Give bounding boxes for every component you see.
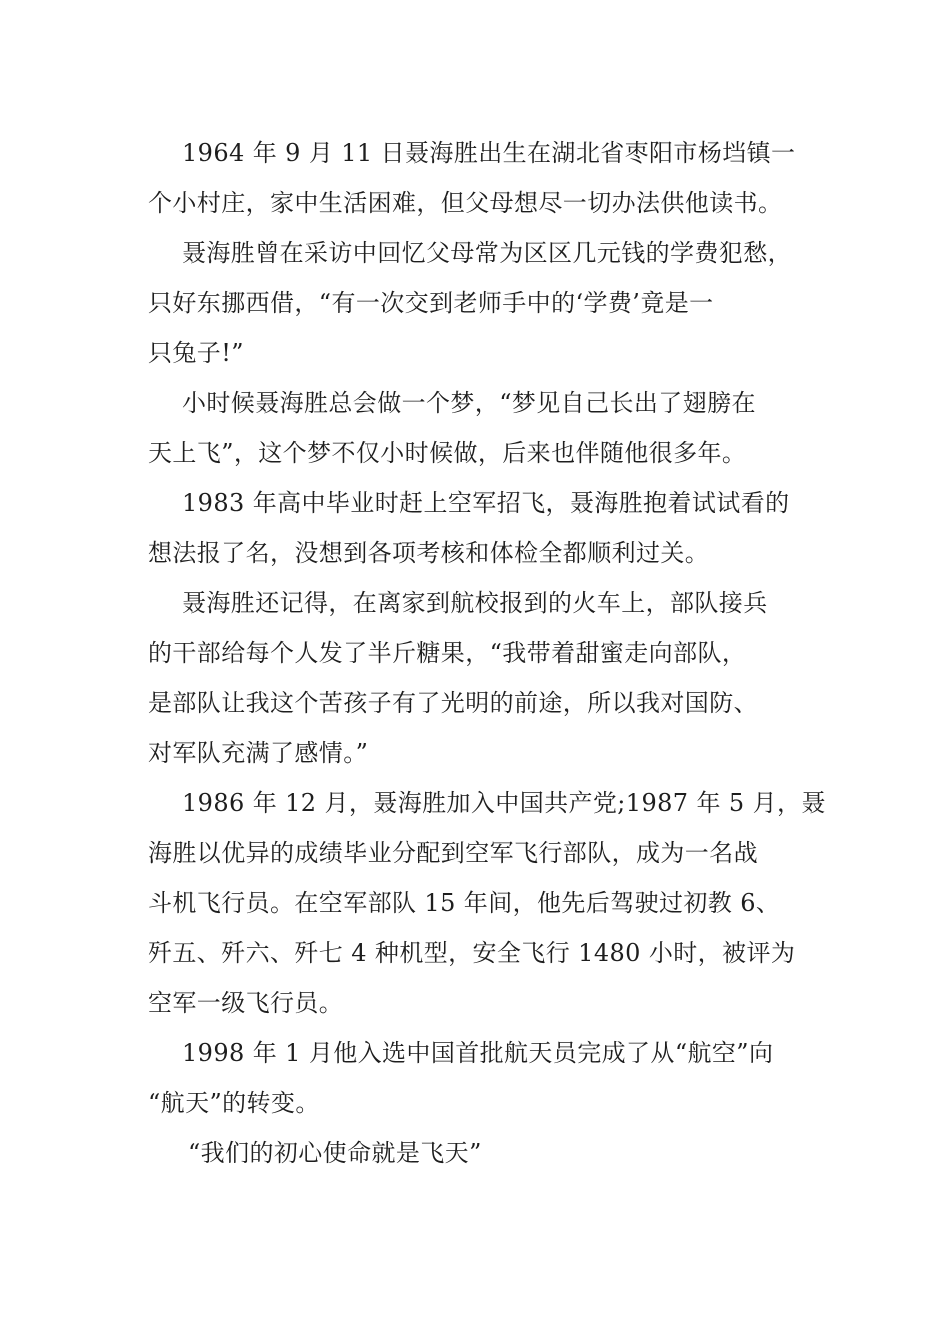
paragraph-3-line-2: 天上飞”，这个梦不仅小时候做，后来也伴随他很多年。 [148,439,747,467]
paragraph-4-line-2: 想法报了名，没想到各项考核和体检全都顺利过关。 [148,539,710,567]
paragraph-7-line-1: 1998 年 1 月他入选中国首批航天员完成了从“航空”向 [182,1039,774,1067]
paragraph-6-line-3: 斗机飞行员。在空军部队 15 年间，他先后驾驶过初教 6、 [148,889,781,917]
paragraph-6-line-4: 歼五、歼六、歼七 4 种机型，安全飞行 1480 小时，被评为 [148,939,796,967]
paragraph-4-line-1: 1983 年高中毕业时赶上空军招飞，聂海胜抱着试试看的 [182,489,790,517]
paragraph-2-line-2: 只好东挪西借，“有一次交到老师手中的‘学费’竟是一 [148,289,714,317]
paragraph-5-line-1: 聂海胜还记得，在离家到航校报到的火车上，部队接兵 [182,589,768,617]
paragraph-5-line-3: 是部队让我这个苦孩子有了光明的前途，所以我对国防、 [148,689,758,717]
section-quote-heading: “我们的初心使命就是飞天” [188,1139,482,1167]
paragraph-5-line-2: 的干部给每个人发了半斤糖果，“我带着甜蜜走向部队， [148,639,747,667]
paragraph-3-line-1: 小时候聂海胜总会做一个梦，“梦见自己长出了翅膀在 [182,389,756,417]
paragraph-2-line-1: 聂海胜曾在采访中回忆父母常为区区几元钱的学费犯愁， [182,239,792,267]
paragraph-5-line-4: 对军队充满了感情。” [148,739,369,767]
paragraph-6-line-2: 海胜以优异的成绩毕业分配到空军飞行部队，成为一名战 [148,839,758,867]
paragraph-1-line-1: 1964 年 9 月 11 日聂海胜出生在湖北省枣阳市杨垱镇一 [182,139,796,167]
paragraph-7-line-2: “航天”的转变。 [148,1089,320,1117]
paragraph-6-line-5: 空军一级飞行员。 [148,989,344,1017]
paragraph-2-line-3: 只兔子!” [148,339,244,367]
paragraph-1-line-2: 个小村庄，家中生活困难，但父母想尽一切办法供他读书。 [148,189,783,217]
paragraph-6-line-1: 1986 年 12 月，聂海胜加入中国共产党;1987 年 5 月，聂 [182,789,826,817]
